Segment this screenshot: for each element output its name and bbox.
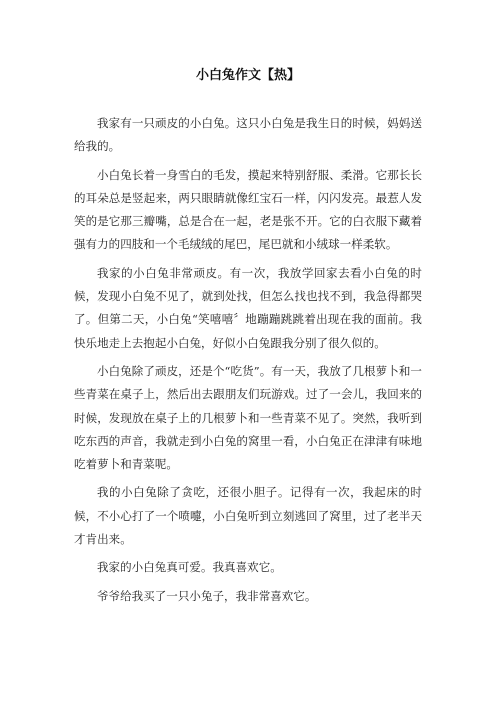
paragraph-2: 小白兔长着一身雪白的毛发，摸起来特别舒服、柔滑。它那长长的耳朵总是竖起来，两只眼睛就像红宝石一样，闪闪发亮。最惹人发笑的是它那三瓣嘴，总是合在一起，老是张不开。它的白衣服下藏着强有力的四肢和一个毛绒绒的尾巴，尾巴就和小绒球一样柔软。 bbox=[74, 167, 422, 252]
paragraph-1: 我家有一只顽皮的小白兔。这只小白兔是我生日的时候，妈妈送给我的。 bbox=[74, 116, 422, 154]
paragraph-4: 小白兔除了顽皮，还是个“吃货”。有一天，我放了几根萝卜和一些青菜在桌子上，然后出去跟朋友们玩游戏。过了一会儿，我回来的时候，发现放在桌子上的几根萝卜和一些青菜不见了。突然，我听到吃东西的声音，我就走到小白兔的窝里一看，小白兔正在津津有味地吃着萝卜和青菜呢。 bbox=[74, 363, 422, 472]
document-body bbox=[74, 112, 422, 613]
paragraph-3: 我家的小白兔非常顽皮。有一次，我放学回家去看小白兔的时候，发现小白兔不见了，就到处找，但怎么找也找不到，我急得都哭了。但第二天，小白兔“笑嘻嘻〞地蹦蹦跳跳着出现在我的面前。我快乐地走上去抱起小白兔，好似小白兔跟我分别了很久似的。 bbox=[74, 265, 422, 350]
paragraph-6: 我家的小白兔真可爱。我真喜欢它。 bbox=[97, 560, 282, 575]
paragraph-7: 爷爷给我买了一只小兔子，我非常喜欢它。 bbox=[97, 588, 317, 603]
document-title: 小白兔作文【热】 bbox=[195, 68, 300, 83]
paragraph-5: 我的小白兔除了贪吃，还很小胆子。记得有一次，我起床的时候，不小心打了一个喷嚏，小白兔听到立刻逃回了窝里，过了老半天才肯出来。 bbox=[74, 485, 422, 547]
